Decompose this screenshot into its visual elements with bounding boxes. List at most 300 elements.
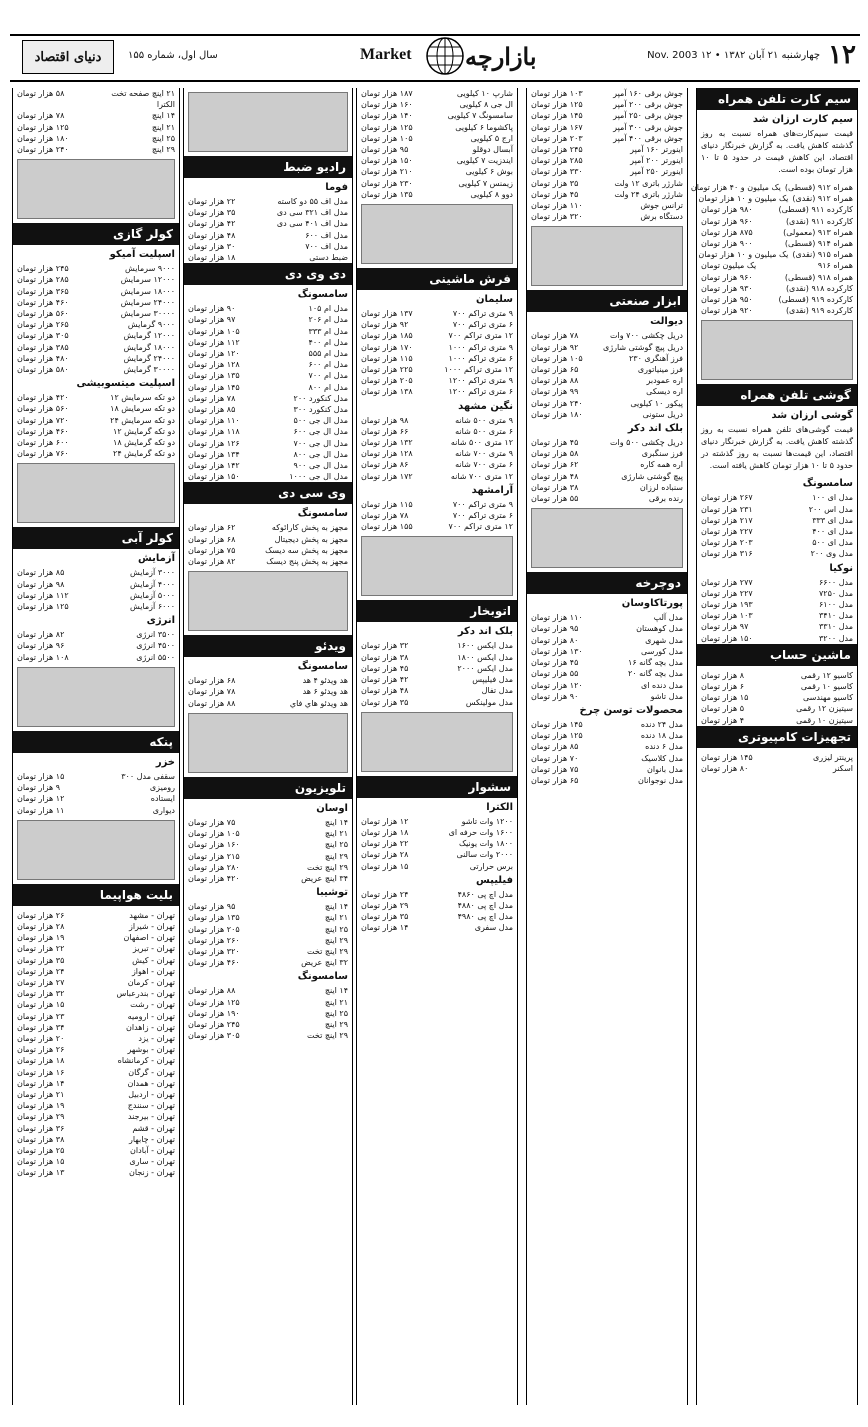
price-row xyxy=(361,922,513,933)
item-name: کارکرده ۹۱۹ (قسطی) xyxy=(778,295,853,305)
item-price: ۱۱ هزار تومان xyxy=(17,805,65,815)
price-row xyxy=(361,364,513,375)
price-row xyxy=(17,932,175,943)
price-row xyxy=(188,522,348,533)
item-name: مدل ام ۵۵۵ xyxy=(308,349,348,359)
price-row xyxy=(188,851,348,862)
item-name: کارکرده ۹۱۱ (قسطی) xyxy=(778,205,853,215)
price-row xyxy=(531,88,683,99)
item-price: ۳۸ هزار تومان xyxy=(361,652,409,662)
item-name: ۶ متری ۵۰۰ شانه xyxy=(455,426,513,436)
price-list xyxy=(701,670,853,726)
price-row xyxy=(701,283,853,294)
price-list xyxy=(361,415,513,482)
item-name: مدل ۱۸ دنده xyxy=(640,731,683,741)
price-row xyxy=(17,1156,175,1167)
price-list xyxy=(17,771,175,816)
item-name: ضبط دستی xyxy=(309,253,348,263)
price-row xyxy=(17,1123,175,1134)
price-row xyxy=(361,308,513,319)
item-name: ایستاده xyxy=(150,794,175,804)
price-row xyxy=(188,207,348,218)
item-price: ۹۵۰ هزار تومان xyxy=(701,295,753,305)
price-row xyxy=(531,330,683,341)
item-price: ۱۸۰ هزار تومان xyxy=(17,133,69,143)
price-row xyxy=(701,294,853,305)
price-row xyxy=(188,686,348,697)
item-price: ۲۲۵ هزار تومان xyxy=(361,365,413,375)
item-name: مدل اچ پی ۴۹۸۰ xyxy=(457,912,513,922)
price-list xyxy=(188,522,348,567)
item-price: ۱۷۲ هزار تومان xyxy=(361,471,413,481)
item-name: مدل ۳۲۰۰ xyxy=(818,633,853,643)
item-price: ۲۲ هزار تومان xyxy=(17,944,65,954)
item-price: ۹۲ هزار تومان xyxy=(361,320,409,330)
item-name: دریل چکشی ۵۰۰ وات xyxy=(609,438,683,448)
item-name: مدل آلپ xyxy=(653,613,683,623)
price-row xyxy=(531,409,683,420)
price-row xyxy=(17,448,175,459)
item-name: مدل ۶۱۰۰ xyxy=(818,600,853,610)
brand-heading: سامسونگ xyxy=(297,289,348,301)
item-price: ۴۵ هزار تومان xyxy=(361,663,409,673)
price-row xyxy=(17,1145,175,1156)
item-price: ۲۶۵ هزار تومان xyxy=(17,320,69,330)
price-row xyxy=(188,218,348,229)
price-row xyxy=(698,193,853,204)
item-name: سقفی مدل ۳۰۰ xyxy=(121,771,175,781)
item-price: ۱۳۷ هزار تومان xyxy=(361,309,413,319)
price-row xyxy=(361,499,513,510)
price-list xyxy=(361,640,513,707)
item-price: ۹۹ هزار تومان xyxy=(531,387,579,397)
item-price: ۶۰۰ هزار تومان xyxy=(17,438,69,448)
item-name: ۹ متری تراکم ۱۰۰۰ xyxy=(448,342,513,352)
price-row xyxy=(531,691,683,702)
price-row xyxy=(361,415,513,426)
price-row xyxy=(17,988,175,999)
price-row xyxy=(361,685,513,696)
item-name: ۹ متری تراکم ۷۰۰ xyxy=(452,499,513,509)
item-name: تهران - گرگان xyxy=(128,1067,175,1077)
price-row xyxy=(188,935,348,946)
price-row xyxy=(17,955,175,966)
price-row xyxy=(531,211,683,222)
price-row xyxy=(701,752,853,763)
air-conditioner-image xyxy=(17,159,175,219)
item-name: ۲۵ اینچ xyxy=(324,1008,348,1018)
item-name: مدل ام ۶۰۰ xyxy=(308,360,348,370)
item-name: ۱۶۰۰ وات حرفه ای xyxy=(448,827,513,837)
item-name: مدل مولینکس xyxy=(465,697,513,707)
price-row xyxy=(188,314,348,325)
item-price: ۱۱۰ هزار تومان xyxy=(531,613,583,623)
subheading: سیم کارت ارزان شد xyxy=(752,114,853,125)
item-price: ۱۸۵ هزار تومان xyxy=(361,331,413,341)
column-3 xyxy=(356,88,518,1405)
item-name: مدل ال جی ۵۰۰ xyxy=(293,416,348,426)
item-name: کارکرده ۹۱۸ (نقدی) xyxy=(785,283,853,293)
item-name: دو تکه سرمایش ۱۲ xyxy=(110,393,175,403)
item-name: ترانس جوش xyxy=(640,201,683,211)
item-name: ۱۴ اینچ xyxy=(324,902,348,912)
item-price: ۴۸ هزار تومان xyxy=(531,471,579,481)
price-row xyxy=(361,697,513,708)
item-price: ۱۳۵ هزار تومان xyxy=(188,371,240,381)
item-price: ۱۳۸ هزار تومان xyxy=(361,387,413,397)
item-price: ۵ هزار تومان xyxy=(701,704,745,714)
item-price: ۲۴۵ هزار تومان xyxy=(188,1019,240,1029)
price-row xyxy=(531,471,683,482)
item-price: ۱۳۰ هزار تومان xyxy=(531,646,583,656)
item-price: ۱۲۵ هزار تومان xyxy=(188,997,240,1007)
item-name: تهران - اصفهان xyxy=(123,933,175,943)
price-row xyxy=(17,1011,175,1022)
issue-date: چهارشنبه ۲۱ آبان ۱۳۸۲ • ۱۲ Nov. 2003 xyxy=(647,50,820,61)
item-name: ۲۵ اینچ xyxy=(151,133,175,143)
item-price: ۱۹ هزار تومان xyxy=(17,933,65,943)
fan-image xyxy=(17,667,175,727)
price-row xyxy=(17,999,175,1010)
item-name: اینورتر ۱۶۰ آمپر xyxy=(630,145,683,155)
price-row xyxy=(701,526,853,537)
price-row xyxy=(361,911,513,922)
item-price: ۱۲۶ هزار تومان xyxy=(188,438,240,448)
item-price: ۳۵ هزار تومان xyxy=(531,178,579,188)
item-name: ۳۰۰۰۰ گرمایش xyxy=(123,365,175,375)
item-name: هد ویدئو ۴ هد xyxy=(302,676,348,686)
price-row xyxy=(361,674,513,685)
item-price: ۷۸ هزار تومان xyxy=(531,331,579,341)
item-name: مدل تفال xyxy=(481,686,513,696)
price-row xyxy=(17,652,175,663)
price-row xyxy=(701,703,853,714)
price-row xyxy=(361,122,513,133)
item-name: ۱۲۰۰۰ گرمایش xyxy=(123,331,175,341)
item-name: مدل ۳۴۱۰ xyxy=(818,611,853,621)
price-row xyxy=(17,977,175,988)
item-name: جوش برقی ۲۵۰ آمپر xyxy=(613,111,683,121)
item-name: ۳۰۰۰ آزمایش xyxy=(130,568,175,578)
item-name: ۴۰۰۰ آزمایش xyxy=(130,579,175,589)
item-name: مدل فیلیپس xyxy=(472,675,513,685)
item-price: ۶۵ هزار تومان xyxy=(531,365,579,375)
price-row xyxy=(188,924,348,935)
item-price: ۱۱۸ هزار تومان xyxy=(188,427,240,437)
price-row xyxy=(690,182,853,193)
item-name: ۶ متری تراکم ۱۰۰۰ xyxy=(448,353,513,363)
item-price: ۱۲۸ هزار تومان xyxy=(361,449,413,459)
item-name: ۱۲ متری تراکم ۷۰۰ xyxy=(448,522,513,532)
item-name: مدل ای ۴۰۰ xyxy=(812,527,853,537)
price-row xyxy=(701,588,853,599)
item-price: ۴۸ هزار تومان xyxy=(361,686,409,696)
item-name: مدل بچه گانه ۲۰ xyxy=(628,669,683,679)
section-radio: رادیو ضبط xyxy=(184,156,352,178)
price-row xyxy=(17,392,175,403)
price-row xyxy=(17,1044,175,1055)
price-row xyxy=(17,403,175,414)
price-row xyxy=(531,612,683,623)
item-name: مدل ۶۶۰۰ xyxy=(818,577,853,587)
brand-heading: الکترا xyxy=(486,801,513,813)
item-price: ۱۳۵ هزار تومان xyxy=(361,189,413,199)
item-price: ۱۵۰ هزار تومان xyxy=(188,472,240,482)
item-name: هد ویدئو هاي فاي xyxy=(289,698,348,708)
item-price: ۹۶۰ هزار تومان xyxy=(701,272,753,282)
item-price: ۹ هزار تومان xyxy=(17,783,61,793)
price-row xyxy=(531,99,683,110)
item-price: ۶۵ هزار تومان xyxy=(531,775,579,785)
price-row xyxy=(17,319,175,330)
item-name: ۱۲۰۰ وات تاشو xyxy=(461,816,513,826)
price-list xyxy=(361,889,513,934)
price-row xyxy=(361,521,513,532)
item-price: ۱۹۰ هزار تومان xyxy=(188,1008,240,1018)
price-row xyxy=(17,1089,175,1100)
item-price: ۱۰۵ هزار تومان xyxy=(361,133,413,143)
item-price: ۱۳۵ هزار تومان xyxy=(188,913,240,923)
item-name: الکترا xyxy=(156,100,175,110)
item-name: ۱۸۰۰ وات یونیک xyxy=(458,839,513,849)
item-price: ۱۵ هزار تومان xyxy=(17,1157,65,1167)
item-price: ۷۲۰ هزار تومان xyxy=(17,415,69,425)
item-name: مدل ۷۲۵۰ xyxy=(818,588,853,598)
item-price: ۵۶۰ هزار تومان xyxy=(17,309,69,319)
price-row xyxy=(17,1111,175,1122)
item-name: ۹۰۰۰ سرمایش xyxy=(125,264,175,274)
brand-heading: فیلیپس xyxy=(475,874,513,886)
price-row xyxy=(701,492,853,503)
price-row xyxy=(188,337,348,348)
airplane-image xyxy=(17,820,175,880)
item-name: ۱۴ اینچ xyxy=(324,817,348,827)
item-name: پیکور ۱۰ کیلویی xyxy=(630,398,683,408)
item-name: مدل تاشو xyxy=(650,691,683,701)
item-name: مدل اچ پی ۴۸۸۰ xyxy=(457,900,513,910)
item-name: کاسیو ۱۲ رقمی xyxy=(800,670,853,680)
section-calculator: ماشین حساب xyxy=(697,644,857,666)
price-row xyxy=(361,342,513,353)
price-row xyxy=(17,1100,175,1111)
item-price: یک میلیون تومان xyxy=(701,261,757,271)
price-row xyxy=(188,241,348,252)
item-name: مجهز به پخش دیجیتال xyxy=(274,534,348,544)
item-name: اسکنر xyxy=(832,764,853,774)
item-name: مدل ام ۳۳۳ xyxy=(308,326,348,336)
price-list xyxy=(531,88,683,222)
price-row xyxy=(531,375,683,386)
item-name: مجهز به پخش کارائوکه xyxy=(271,523,348,533)
price-row xyxy=(17,590,175,601)
price-list xyxy=(188,817,348,884)
brand-heading: دیوالت xyxy=(650,316,683,328)
price-row xyxy=(17,1033,175,1044)
item-name: دریل ستونی xyxy=(642,409,683,419)
item-name: مدل ال جی ۷۰۰ xyxy=(293,438,348,448)
item-name: تهران - کرمانشاه xyxy=(117,1056,175,1066)
item-name: همراه ۹۱۸ (قسطی) xyxy=(784,272,853,282)
price-row xyxy=(188,817,348,828)
item-name: دو تکه گرمایش ۱۲ xyxy=(113,426,175,436)
price-row xyxy=(361,133,513,144)
price-row xyxy=(531,398,683,409)
item-name: ۶ متری ۷۰۰ شانه xyxy=(455,460,513,470)
item-name: مدل اف ۶۰۰ xyxy=(305,230,348,240)
item-name: مدل ام ۷۰۰ xyxy=(308,371,348,381)
price-row xyxy=(17,601,175,612)
price-row xyxy=(361,386,513,397)
brand-heading: اوسان xyxy=(316,802,348,814)
price-list xyxy=(17,910,175,1179)
price-row xyxy=(361,166,513,177)
price-row xyxy=(531,764,683,775)
price-row xyxy=(188,449,348,460)
price-row xyxy=(188,326,348,337)
item-price: ۱۶۰ هزار تومان xyxy=(361,100,413,110)
item-price: ۱۵ هزار تومان xyxy=(701,693,749,703)
item-name: مدل دنده ای xyxy=(640,680,683,690)
item-price: ۴۲۰ هزار تومان xyxy=(17,393,69,403)
price-row xyxy=(17,1055,175,1066)
price-list xyxy=(690,182,853,316)
item-price: ۳۵ هزار تومان xyxy=(361,912,409,922)
price-list xyxy=(361,499,513,533)
item-price: ۱۱۰ هزار تومان xyxy=(531,201,583,211)
item-price: ۸۵ هزار تومان xyxy=(531,742,579,752)
item-name: مدل ال جی ۸۰۰ xyxy=(293,449,348,459)
item-price: ۸۷۵ هزار تومان xyxy=(701,227,753,237)
item-price: ۶ هزار تومان xyxy=(701,682,745,692)
item-name: مدل اف ۷۰۰ xyxy=(305,241,348,251)
price-row xyxy=(17,579,175,590)
price-row xyxy=(701,515,853,526)
item-price: ۱۱۵ هزار تومان xyxy=(361,353,413,363)
item-name: تهران - سنندج xyxy=(127,1101,175,1111)
iron-image xyxy=(361,536,513,596)
item-name: مدل وی ۲۰۰ xyxy=(810,549,853,559)
item-price: ۱۲۵ هزار تومان xyxy=(17,602,69,612)
column-1 xyxy=(690,88,858,1405)
price-row xyxy=(361,640,513,651)
item-price: ۳۲ هزار تومان xyxy=(17,989,65,999)
brand-heading: آزمایش xyxy=(137,553,175,565)
item-price: ۲۵ هزار تومان xyxy=(17,1145,65,1155)
item-price: ۹۵ هزار تومان xyxy=(361,145,409,155)
price-row xyxy=(17,567,175,578)
television-image xyxy=(188,713,348,773)
price-row xyxy=(17,415,175,426)
item-name: ۶ متری تراکم ۱۲۰۰ xyxy=(448,387,513,397)
price-row xyxy=(188,839,348,850)
item-price: ۱۵ هزار تومان xyxy=(17,771,65,781)
bicycle-image xyxy=(531,508,683,568)
section-sim-card: سیم کارت تلفن همراه xyxy=(697,88,857,110)
item-name: سامسونگ ۷ کیلویی xyxy=(447,111,513,121)
item-price: ۶۶ هزار تومان xyxy=(361,426,409,436)
price-row xyxy=(531,668,683,679)
item-name: مدل کنکورد ۳۰۰ xyxy=(293,405,348,415)
brand-heading: اسپلیت آمیکو xyxy=(109,249,175,261)
item-price: ۹۸۰ هزار تومان xyxy=(701,205,753,215)
item-price: ۱۲۸ هزار تومان xyxy=(188,360,240,370)
item-name: رنده برقی xyxy=(648,494,683,504)
item-price: ۲۸ هزار تومان xyxy=(17,921,65,931)
item-price: ۹۳۰ هزار تومان xyxy=(701,283,753,293)
section-hair-dryer: سشوار xyxy=(357,776,517,798)
price-row xyxy=(531,133,683,144)
price-row xyxy=(361,178,513,189)
column-4 xyxy=(183,88,353,1405)
price-row xyxy=(17,99,175,110)
price-row xyxy=(701,715,853,726)
price-row xyxy=(531,155,683,166)
item-name: تهران - زنجان xyxy=(129,1168,175,1178)
item-name: مدل ۲۴ دنده xyxy=(640,719,683,729)
article-text: قیمت گوشی‌های تلفن همراه نسبت به روز گذشته کاهش یافت. به گزارش خبرنگار دنیای اقتصاد، این قیمت‌ها نسبت به روز گذشته در حدود ۵ تا ۱۰ هزار تومان کاهش یافته است. xyxy=(701,425,853,471)
item-name: ۹ متری ۷۰۰ شانه xyxy=(455,449,513,459)
item-price: ۱۶ هزار تومان xyxy=(17,1067,65,1077)
price-row xyxy=(531,623,683,634)
item-price: ۱۵ هزار تومان xyxy=(17,1000,65,1010)
price-row xyxy=(361,861,513,872)
item-name: پرینتر لیزری xyxy=(812,752,853,762)
item-name: همراه ۹۱۳ (معمولی) xyxy=(783,227,853,237)
item-price: ۱۲۵ هزار تومان xyxy=(361,122,413,132)
item-name: مدل بچه گانه ۱۶ xyxy=(628,658,683,668)
item-name: همراه ۹۱۵ (نقدی) xyxy=(792,250,853,260)
item-name: تهران - ارومیه xyxy=(127,1011,175,1021)
item-price: ۱۹ هزار تومان xyxy=(17,1101,65,1111)
item-price: ۲۴ هزار تومان xyxy=(361,889,409,899)
item-name: ۵۰۰۰ آزمایش xyxy=(130,590,175,600)
item-name: ۱۴ اینچ xyxy=(151,111,175,121)
brand-heading: آرامشهد xyxy=(471,484,513,496)
price-row xyxy=(701,633,853,644)
item-price: ۸۶ هزار تومان xyxy=(361,460,409,470)
item-price: ۳۸ هزار تومان xyxy=(17,1134,65,1144)
price-row xyxy=(188,675,348,686)
price-list xyxy=(17,88,175,155)
item-price: ۱۸ هزار تومان xyxy=(361,827,409,837)
item-price: ۱۴۵ هزار تومان xyxy=(531,719,583,729)
item-price: ۹۰۰ هزار تومان xyxy=(701,239,753,249)
price-row xyxy=(188,438,348,449)
item-price: ۲۷ هزار تومان xyxy=(17,977,65,987)
item-name: تهران - مشهد xyxy=(129,910,175,920)
hair-dryer-image xyxy=(361,712,513,772)
price-row xyxy=(531,353,683,364)
item-name: جوش برقی ۱۶۰ آمپر xyxy=(613,89,683,98)
item-name: ۱۲ متری ۷۰۰ شانه xyxy=(450,471,513,481)
brand-heading: سامسونگ xyxy=(297,508,348,520)
price-list xyxy=(17,392,175,459)
price-row xyxy=(701,681,853,692)
section-vcd: وی سی دی xyxy=(184,482,352,504)
item-name: ۲۵ اینچ xyxy=(324,924,348,934)
price-row xyxy=(361,375,513,386)
item-price: ۲۶ هزار تومان xyxy=(17,910,65,920)
item-name: مدل ایکس ۱۶۰۰ xyxy=(457,641,513,651)
price-row xyxy=(361,827,513,838)
section-fan: پنکه xyxy=(13,731,179,753)
brand-heading: انرژی xyxy=(146,615,175,627)
item-price: ۶۸ هزار تومان xyxy=(188,534,236,544)
water-cooler-image xyxy=(17,463,175,523)
item-name: مدل ام ۱۰۵ xyxy=(308,304,348,314)
item-price: ۳۲ هزار تومان xyxy=(361,641,409,651)
price-row xyxy=(188,545,348,556)
